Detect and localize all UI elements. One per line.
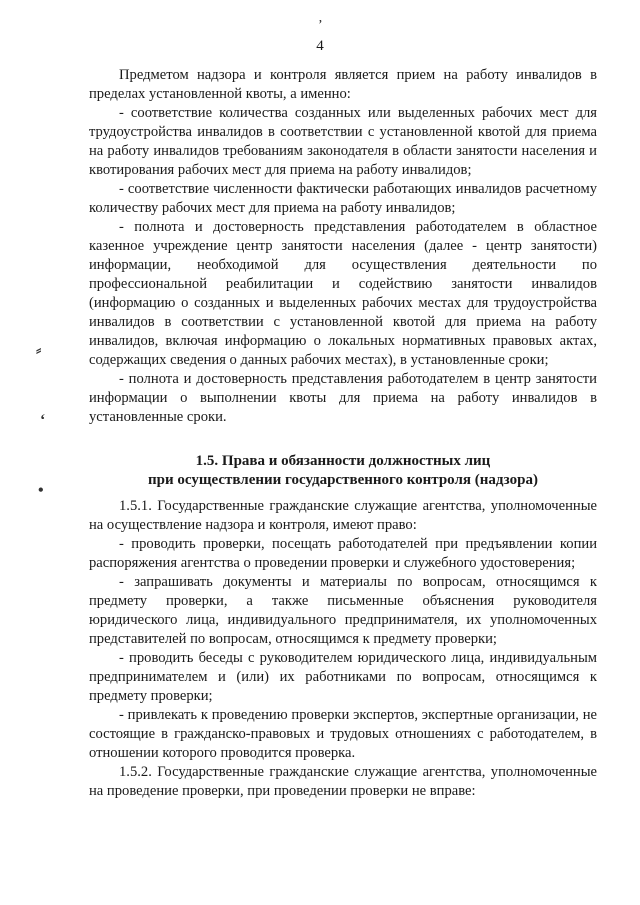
margin-mark: ⸗ [36, 342, 42, 359]
section-heading-line: при осуществлении государственного контроля (надзора) [148, 472, 538, 488]
list-item: - полнота и достоверность представления работодателем в центр занятости информации о выполнении квоты для приема на работу инвалидов в установленные сроки. [89, 371, 597, 425]
section-heading-line: 1.5. Права и обязанности должностных лиц [195, 453, 491, 469]
list-item: - проводить беседы с руководителем юридического лица, индивидуальным предпринимателем и (или) их работниками по вопросам, относящимся к предмету проверки; [89, 650, 597, 704]
section-heading [89, 452, 597, 490]
page-number: 4 [316, 38, 324, 54]
section-text-block [89, 497, 597, 801]
list-item: - соответствие численности фактически работающих инвалидов расчетному количеству рабочих мест для приема на работу инвалидов; [89, 181, 597, 216]
paragraph: Предметом надзора и контроля является прием на работу инвалидов в пределах установленной квоты, а именно: [89, 67, 597, 102]
margin-mark: • [38, 482, 44, 499]
paragraph: 1.5.1. Государственные гражданские служащие агентства, уполномоченные на осуществление надзора и контроля, имеют право: [89, 498, 597, 533]
margin-mark: ʻ [40, 412, 46, 429]
list-item: - соответствие количества созданных или выделенных рабочих мест для трудоустройства инвалидов в соответствии с установленной квотой для приема на работу инвалидов требованиям законодателя в области занятости населения и квотирования рабочих мест для приема на работу инвалидов; [89, 105, 597, 178]
list-item: - привлекать к проведению проверки экспертов, экспертные организации, не состоящие в гражданско-правовых и трудовых отношениях с работодателем, в отношении которого проводится проверка. [89, 707, 597, 761]
intro-text-block [89, 66, 597, 427]
list-item: - проводить проверки, посещать работодателей при предъявлении копии распоряжения агентства о проведении проверки и служебного удостоверения; [89, 536, 597, 571]
list-item: - полнота и достоверность представления работодателем в областное казенное учреждение центр занятости населения (далее - центр занятости) информации, необходимой для осуществления деятельности по профессиональной реабилитации и содействию занятости инвалидов (информацию о созданных и выделенных рабочих местах для трудоустройства инвалидов в соответствии с установленной квотой для приема на работу инвалидов, включая информацию о локальных нормативных правовых актах, содержащих сведения о данных рабочих местах), в установленные сроки; [89, 219, 597, 368]
scan-mark: ʼ [318, 18, 323, 33]
paragraph: 1.5.2. Государственные гражданские служащие агентства, уполномоченные на проведение проверки, при проведении проверки не вправе: [89, 764, 597, 799]
list-item: - запрашивать документы и материалы по вопросам, относящимся к предмету проверки, а также письменные объяснения руководителя юридического лица, индивидуального предпринимателя, их уполномоченных представителей по вопросам, относящимся к предмету проверки; [89, 574, 597, 647]
